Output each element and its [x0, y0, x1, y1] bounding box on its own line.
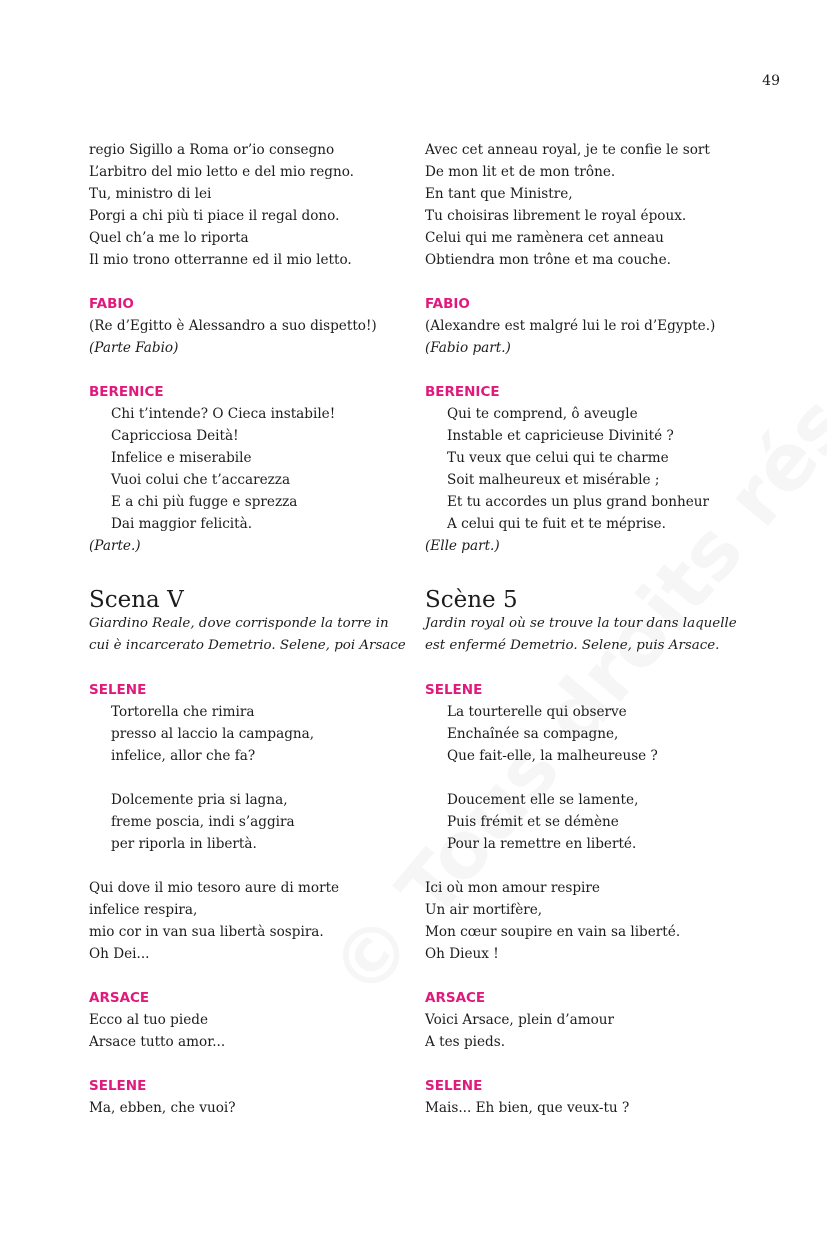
- verse-line: Capricciosa Deità!: [111, 428, 239, 444]
- stanza-gap: [89, 657, 404, 679]
- stanza-gap: [89, 965, 404, 987]
- verse-line: freme poscia, indi s’aggira: [111, 814, 295, 830]
- text-line: (Re d’Egitto è Alessandro a suo dispetto!): [89, 318, 377, 334]
- speaker-name: BERENICE: [425, 384, 500, 400]
- italian-column: [89, 139, 404, 1119]
- verse-line: per riporla in libertà.: [111, 836, 257, 852]
- stanza-gap: [425, 855, 755, 877]
- speaker-name: ARSACE: [425, 990, 486, 1006]
- text-line: Qui dove il mio tesoro aure di morte: [89, 880, 340, 896]
- stage-direction: (Elle part.): [425, 538, 500, 554]
- text-line: Un air mortifère,: [425, 902, 543, 918]
- verse-line: Qui te comprend, ô aveugle: [447, 406, 638, 422]
- speaker-name: SELENE: [425, 1078, 483, 1094]
- stanza-gap: [89, 359, 404, 381]
- text-line: Voici Arsace, plein d’amour: [425, 1012, 615, 1028]
- speaker-name: ARSACE: [89, 990, 150, 1006]
- scene-gap: [425, 557, 755, 587]
- text-line: mio cor in van sua libertà sospira.: [89, 924, 324, 940]
- stanza-gap: [425, 965, 755, 987]
- stanza-gap: [89, 1053, 404, 1075]
- speaker-name: FABIO: [89, 296, 134, 312]
- stanza-gap: [425, 1053, 755, 1075]
- verse-line: Doucement elle se lamente,: [447, 792, 639, 808]
- stage-direction: (Fabio part.): [425, 340, 511, 356]
- verse-line: Que fait-elle, la malheureuse ?: [447, 748, 658, 764]
- verse-line: Enchaînée sa compagne,: [447, 726, 619, 742]
- verse-line: presso al laccio la campagna,: [111, 726, 315, 742]
- verse-line: Tu veux que celui qui te charme: [447, 450, 669, 466]
- text-line: Arsace tutto amor...: [89, 1034, 226, 1050]
- scene-description: Jardin royal où se trouve la tour dans laquelle: [425, 616, 737, 631]
- text-line: De mon lit et de mon trône.: [425, 164, 616, 180]
- text-line: Ecco al tuo piede: [89, 1012, 208, 1028]
- text-line: Mon cœur soupire en vain sa liberté.: [425, 924, 681, 940]
- verse-line: infelice, allor che fa?: [111, 748, 256, 764]
- scene-title: Scène 5: [425, 587, 518, 613]
- text-line: Il mio trono otterranne ed il mio letto.: [89, 252, 352, 268]
- stanza-gap: [425, 657, 755, 679]
- scene-description: Giardino Reale, dove corrisponde la torre in: [89, 616, 389, 631]
- speaker-name: SELENE: [425, 682, 483, 698]
- stanza-gap: [425, 359, 755, 381]
- text-line: Avec cet anneau royal, je te confie le sort: [425, 142, 710, 158]
- stanza-gap: [425, 767, 755, 789]
- verse-line: Pour la remettre en liberté.: [447, 836, 637, 852]
- page-number: 49: [762, 73, 780, 89]
- text-line: Tu, ministro di lei: [89, 186, 212, 202]
- stanza-gap: [89, 855, 404, 877]
- text-line: (Alexandre est malgré lui le roi d’Egypte.): [425, 318, 716, 334]
- verse-line: La tourterelle qui observe: [447, 704, 627, 720]
- speaker-name: FABIO: [425, 296, 470, 312]
- scene-description: est enfermé Demetrio. Selene, puis Arsace.: [425, 638, 720, 653]
- text-line: regio Sigillo a Roma or’io consegno: [89, 142, 335, 158]
- stanza-gap: [89, 271, 404, 293]
- verse-line: Chi t’intende? O Cieca instabile!: [111, 406, 336, 422]
- verse-line: A celui qui te fuit et te méprise.: [447, 516, 666, 532]
- text-line: Ici où mon amour respire: [425, 880, 600, 896]
- text-line: Ma, ebben, che vuoi?: [89, 1100, 236, 1116]
- text-line: A tes pieds.: [425, 1034, 506, 1050]
- verse-line: Soit malheureux et misérable ;: [447, 472, 660, 488]
- verse-line: Puis frémit et se démène: [447, 814, 619, 830]
- scene-title: Scena V: [89, 587, 184, 613]
- verse-line: Instable et capricieuse Divinité ?: [447, 428, 674, 444]
- verse-line: E a chi più fugge e sprezza: [111, 494, 298, 510]
- verse-line: Tortorella che rimira: [111, 704, 255, 720]
- verse-line: Infelice e miserabile: [111, 450, 252, 466]
- verse-line: Et tu accordes un plus grand bonheur: [447, 494, 710, 510]
- text-line: Mais... Eh bien, que veux-tu ?: [425, 1100, 630, 1116]
- stanza-gap: [425, 271, 755, 293]
- text-line: L’arbitro del mio letto e del mio regno.: [89, 164, 354, 180]
- text-line: Oh Dei...: [89, 946, 150, 962]
- text-line: Tu choisiras librement le royal époux.: [425, 208, 687, 224]
- scene-description: cui è incarcerato Demetrio. Selene, poi Arsace: [89, 638, 406, 653]
- speaker-name: SELENE: [89, 1078, 147, 1094]
- verse-line: Vuoi colui che t’accarezza: [111, 472, 291, 488]
- text-line: Oh Dieux !: [425, 946, 499, 962]
- verse-line: Dolcemente pria si lagna,: [111, 792, 288, 808]
- speaker-name: SELENE: [89, 682, 147, 698]
- text-line: Obtiendra mon trône et ma couche.: [425, 252, 671, 268]
- stanza-gap: [89, 767, 404, 789]
- text-line: Celui qui me ramènera cet anneau: [425, 230, 664, 246]
- text-line: En tant que Ministre,: [425, 186, 573, 202]
- stage-direction: (Parte.): [89, 538, 141, 554]
- french-column: [425, 139, 755, 1119]
- text-line: infelice respira,: [89, 902, 198, 918]
- speaker-name: BERENICE: [89, 384, 164, 400]
- text-line: Quel ch’a me lo riporta: [89, 230, 249, 246]
- scene-gap: [89, 557, 404, 587]
- stage-direction: (Parte Fabio): [89, 340, 179, 356]
- text-line: Porgi a chi più ti piace il regal dono.: [89, 208, 340, 224]
- verse-line: Dai maggior felicità.: [111, 516, 253, 532]
